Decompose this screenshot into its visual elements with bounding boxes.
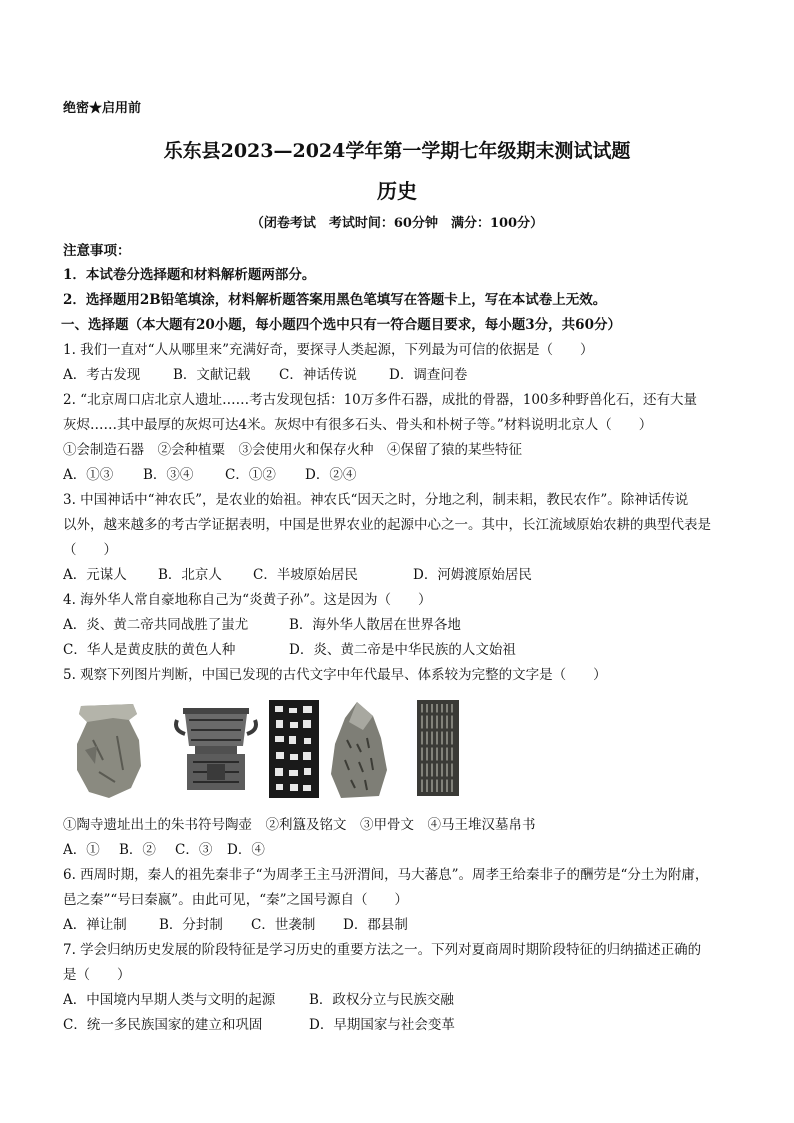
option: C．半坡原始居民 (253, 567, 358, 583)
option: C．神话传说 (279, 367, 357, 383)
question-stem: 灰烬……其中最厚的灰烬可达4米。灰烬中有很多石头、骨头和朴树子等。”材料说明北京人（ ） (63, 417, 653, 433)
question-options (63, 991, 754, 1009)
exam-info: （闭卷考试 考试时间：60分钟 满分：100分） (250, 216, 544, 231)
option: C．③ (175, 842, 213, 858)
option: C．统一多民族国家的建立和巩固 (63, 1017, 263, 1033)
question-options (63, 466, 754, 484)
option: D．调查问卷 (389, 367, 468, 383)
option: C．华人是黄皮肤的黄色人种 (63, 642, 236, 658)
option: D．④ (227, 842, 265, 858)
question-stem: 1. 我们一直对“人从哪里来”充满好奇，要探寻人类起源，下列最为可信的依据是（ ） (63, 342, 594, 358)
question-options (63, 1016, 754, 1034)
inscription-rubbing-image (269, 700, 319, 798)
option: D．河姆渡原始居民 (413, 567, 532, 583)
notes-heading: 注意事项： (63, 243, 131, 259)
question-stem: 7. 学会归纳历史发展的阶段特征是学习历史的重要方法之一。下列对夏商周时期阶段特征的归纳描述正确的 (63, 942, 702, 958)
question-options (63, 641, 754, 659)
question-options (63, 841, 754, 859)
option: B．政权分立与民族交融 (309, 992, 454, 1008)
option: A．考古发现 (63, 367, 141, 383)
pottery-pot-image (73, 700, 145, 800)
option: A．① (63, 842, 100, 858)
question-stem: 是（ ） (63, 967, 131, 983)
option: D．炎、黄二帝是中华民族的人文始祖 (289, 642, 516, 658)
option: C．①② (225, 467, 276, 483)
option: A．禅让制 (63, 917, 127, 933)
artifact-images (63, 700, 754, 806)
exam-title: 乐东县2023—2024学年第一学期七年级期末测试试题 (163, 140, 631, 162)
question-stem: 2. “北京周口店北京人遗址……考古发现包括：10万多件石器，成批的骨器，100多种野兽化石，还有大量 (63, 392, 698, 408)
question-stem: 邑之秦”“号曰秦嬴”。由此可见，“秦”之国号源自（ ） (63, 892, 409, 908)
option: A．元谋人 (63, 567, 127, 583)
option: C．世袭制 (251, 917, 316, 933)
option: D．郡县制 (343, 917, 408, 933)
option: D．②④ (305, 467, 357, 483)
option: B．③④ (143, 467, 194, 483)
note-item: 1．本试卷分选择题和材料解析题两部分。 (63, 267, 316, 283)
question-options (63, 366, 754, 384)
option: A．中国境内早期人类与文明的起源 (63, 992, 276, 1008)
question-stem: 6. 西周时期，秦人的祖先秦非子“为周孝王主马汧渭间，马大蕃息”。周孝王给秦非子的酬劳是“分土为附庸， (63, 867, 709, 883)
question-options (63, 566, 754, 584)
option: B．分封制 (159, 917, 223, 933)
option: D．早期国家与社会变革 (309, 1017, 455, 1033)
secret-mark: 绝密★启用前 (63, 101, 142, 116)
question-options (63, 916, 754, 934)
question-stem: 3. 中国神话中“神农氏”，是农业的始祖。神农氏“因天之时，分地之利，制耒耜，教民农作”。除神话传说 (63, 492, 689, 508)
option: B．北京人 (158, 567, 222, 583)
note-item: 2．选择题用2B铅笔填涂，材料解析题答案用黑色笔填写在答题卡上，写在本试卷上无效。 (63, 292, 607, 308)
question-stem: 以外，越来越多的考古学证据表明，中国是世界农业的起源中心之一。其中，长江流域原始农耕的典型代表是 (63, 517, 711, 533)
option: A．①③ (63, 467, 114, 483)
question-stem: 4. 海外华人常自豪地称自己为“炎黄子孙”。这是因为（ ） (63, 592, 432, 608)
option: B．② (119, 842, 156, 858)
option: B．文献记载 (173, 367, 251, 383)
option: B．海外华人散居在世界各地 (289, 617, 461, 633)
option: A．炎、黄二帝共同战胜了蚩尤 (63, 617, 249, 633)
image-caption: ①陶寺遗址出土的朱书符号陶壶 ②利簋及铭文 ③甲骨文 ④马王堆汉墓帛书 (63, 817, 536, 833)
question-options (63, 616, 754, 634)
subject-title: 历史 (377, 179, 417, 203)
oracle-bone-image (327, 700, 389, 800)
question-stem: 5. 观察下列图片判断，中国已发现的古代文字中年代最早、体系较为完整的文字是（ ） (63, 667, 607, 683)
section-heading: 一、选择题（本大题有20小题，每小题四个选中只有一符合题目要求，每小题3分，共60分） (61, 317, 621, 333)
question-choices: ①会制造石器 ②会种植粟 ③会使用火和保存火种 ④保留了猿的某些特征 (63, 442, 522, 458)
silk-manuscript-image (417, 700, 459, 796)
bronze-vessel-image (173, 700, 259, 798)
question-stem: （ ） (63, 542, 117, 558)
